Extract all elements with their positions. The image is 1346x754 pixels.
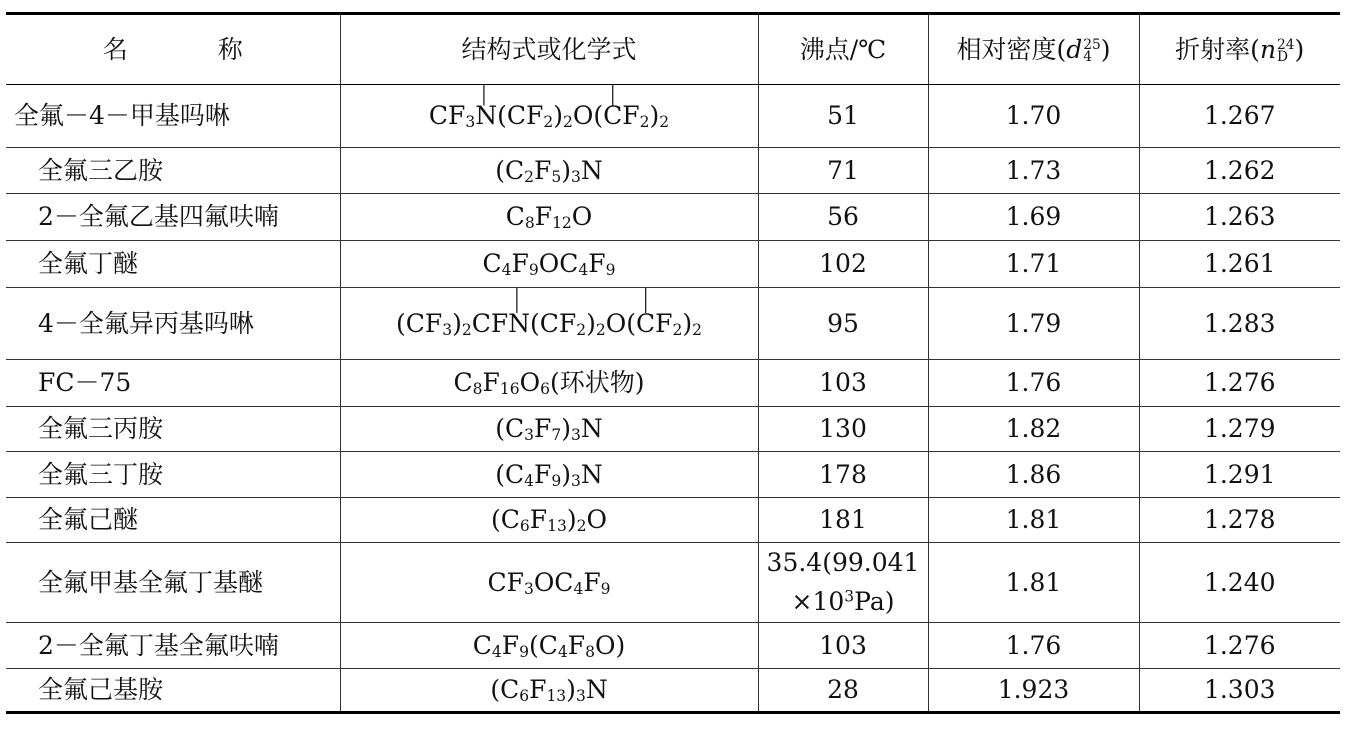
compound-name: 全氟丁醚 [6, 241, 340, 288]
formula-text: $C_8F_{12}O$ [505, 202, 593, 232]
compound-formula [340, 452, 758, 498]
table-row [6, 85, 1340, 148]
compound-formula [340, 498, 758, 543]
compound-name: 全氟三乙胺 [6, 148, 340, 194]
perfluoro-compounds-table [6, 12, 1340, 714]
formula-text: $(C_6F_{13})_3N$ [490, 675, 608, 705]
formula-text: $(C_3F_7)_3N$ [495, 414, 603, 444]
ring-bond-line [341, 288, 759, 360]
relative-density: 1.70 [928, 85, 1139, 148]
compound-name: 全氟－4－甲基吗啉 [6, 85, 340, 148]
header-name-char-1: 名 [102, 34, 128, 64]
compound-name: FC－75 [6, 360, 340, 407]
table-body [6, 85, 1340, 713]
relative-density: 1.71 [928, 241, 1139, 288]
boiling-point: 181 [758, 498, 928, 543]
header-name [6, 14, 340, 85]
compound-formula [340, 407, 758, 452]
header-refractive-index [1139, 14, 1340, 85]
formula-text: $CF_3OC_4F_9$ [487, 567, 611, 598]
table-row [6, 360, 1340, 407]
refractive-index: 1.303 [1139, 669, 1340, 713]
relative-density: 1.82 [928, 407, 1139, 452]
relative-density: 1.81 [928, 543, 1139, 623]
relative-density: 1.79 [928, 288, 1139, 360]
formula-text: $(C_4F_9)_3N$ [495, 459, 603, 490]
formula-text: $(CF_3)_2CFN(CF_2)_2O(CF_2)_2$ [395, 308, 703, 339]
boiling-point-line-1: 35.4(99.041 [766, 547, 920, 577]
compound-formula [340, 669, 758, 713]
refractive-index: 1.267 [1139, 85, 1340, 148]
compound-name: 全氟三丙胺 [6, 407, 340, 452]
compound-formula [340, 543, 758, 623]
header-density-suffix: ) [1100, 34, 1111, 64]
boiling-point [758, 543, 928, 623]
compound-formula [340, 623, 758, 669]
document-page [6, 12, 1340, 714]
compound-name: 全氟甲基全氟丁基醚 [6, 543, 340, 623]
compound-formula [340, 241, 758, 288]
header-density-symbol: d [1066, 34, 1083, 64]
table-row [6, 543, 1340, 623]
refractive-index: 1.276 [1139, 360, 1340, 407]
relative-density: 1.76 [928, 360, 1139, 407]
compound-formula [340, 194, 758, 241]
refractive-index: 1.283 [1139, 288, 1340, 360]
boiling-point: 102 [758, 241, 928, 288]
compound-name: 2－全氟乙基四氟呋喃 [6, 194, 340, 241]
refractive-index: 1.276 [1139, 623, 1340, 669]
refractive-index: 1.263 [1139, 194, 1340, 241]
ring-bond-line [341, 85, 759, 148]
boiling-point-line-2: $\times 10^3Pa$) [791, 586, 895, 616]
relative-density: 1.81 [928, 498, 1139, 543]
compound-formula [340, 288, 758, 360]
table-row [6, 669, 1340, 713]
boiling-point: 51 [758, 85, 928, 148]
refractive-index: 1.240 [1139, 543, 1340, 623]
header-refractive-suffix: ) [1294, 34, 1305, 64]
formula-text: $C_4F_9(C_4F_8O)$ [472, 630, 626, 661]
refractive-index: 1.291 [1139, 452, 1340, 498]
boiling-point: 103 [758, 360, 928, 407]
table-row [6, 623, 1340, 669]
header-name-char-2: 称 [217, 34, 243, 64]
compound-formula [340, 148, 758, 194]
refractive-index: 1.262 [1139, 148, 1340, 194]
relative-density: 1.76 [928, 623, 1139, 669]
boiling-point: 178 [758, 452, 928, 498]
compound-name: 2－全氟丁基全氟呋喃 [6, 623, 340, 669]
header-density-sup: 25 [1083, 36, 1101, 53]
formula-text: $CF_3N(CF_2)_2O(CF_2)_2$ [428, 101, 670, 131]
header-refractive-sub: D [1277, 48, 1289, 65]
compound-formula [340, 360, 758, 407]
formula-text: $C_8F_{16}O_6$(环状物) [453, 368, 645, 398]
formula-text: $C_4F_9OC_4F_9$ [482, 249, 616, 279]
boiling-point: 71 [758, 148, 928, 194]
table-row [6, 148, 1340, 194]
table-row [6, 288, 1340, 360]
refractive-index: 1.261 [1139, 241, 1340, 288]
header-refractive-symbol: n [1259, 34, 1277, 64]
relative-density: 1.69 [928, 194, 1139, 241]
table-row [6, 241, 1340, 288]
table-row [6, 407, 1340, 452]
compound-name: 全氟己醚 [6, 498, 340, 543]
refractive-index: 1.279 [1139, 407, 1340, 452]
relative-density: 1.73 [928, 148, 1139, 194]
table-row [6, 194, 1340, 241]
compound-name: 全氟三丁胺 [6, 452, 340, 498]
boiling-point: 56 [758, 194, 928, 241]
header-density [928, 14, 1139, 85]
boiling-point: 103 [758, 623, 928, 669]
compound-formula [340, 85, 758, 148]
table-row [6, 498, 1340, 543]
boiling-point: 28 [758, 669, 928, 713]
formula-text: $(C_2F_5)_3N$ [495, 155, 603, 186]
boiling-point: 130 [758, 407, 928, 452]
header-density-prefix: 相对密度( [956, 34, 1067, 64]
compound-name: 全氟己基胺 [6, 669, 340, 713]
refractive-index: 1.278 [1139, 498, 1340, 543]
header-boiling-point: 沸点/℃ [758, 14, 928, 85]
relative-density: 1.86 [928, 452, 1139, 498]
header-refractive-prefix: 折射率( [1175, 34, 1260, 64]
header-formula: 结构式或化学式 [340, 14, 758, 85]
boiling-point: 95 [758, 288, 928, 360]
header-refractive-sup: 24 [1277, 36, 1295, 53]
table-row [6, 452, 1340, 498]
formula-text: $(C_6F_{13})_2O$ [491, 505, 607, 535]
header-density-sub: 4 [1083, 48, 1092, 65]
relative-density: 1.923 [928, 669, 1139, 713]
compound-name: 4－全氟异丙基吗啉 [6, 288, 340, 360]
table-header-row [6, 14, 1340, 85]
